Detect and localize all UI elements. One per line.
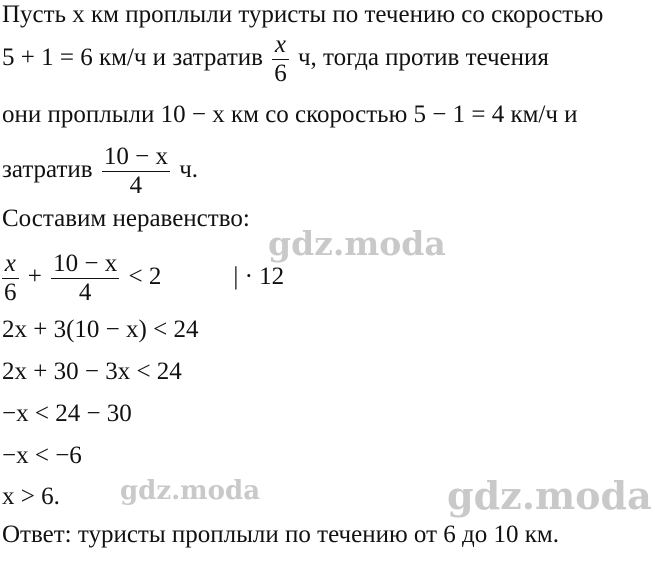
fraction-denominator: 6: [4, 279, 17, 306]
watermark: gdz.moda: [120, 476, 261, 506]
fraction-numerator: x: [2, 250, 19, 279]
fraction-denominator: 4: [78, 279, 92, 306]
fraction-10-minus-x-over-4: [51, 250, 119, 307]
text-line-1: Пусть x км проплыли туристы по течению со скоростью: [2, 1, 604, 28]
watermark: gdz.moda: [447, 473, 652, 518]
fraction-numerator: x: [272, 31, 289, 60]
text-line-2: [2, 31, 549, 88]
watermark: gdz.moda: [268, 224, 446, 263]
step-line-5: x > 6.: [2, 483, 60, 510]
plus-sign: +: [21, 263, 49, 291]
text-line-2-start: 5 + 1 = 6 км/ч и затратив: [2, 44, 270, 72]
text-line-4: [2, 143, 198, 200]
less-than-two: < 2: [122, 263, 162, 291]
inequality-line: [2, 250, 284, 307]
step-line-4: −x < −6: [2, 442, 82, 469]
text-line-2-end: ч, тогда против течения: [291, 44, 549, 72]
step-line-3: −x < 24 − 30: [2, 400, 132, 427]
fraction-numerator: 10 − x: [103, 143, 168, 170]
text-line-4-start: затратив: [2, 156, 99, 184]
answer-line: Ответ: туристы проплыли по течению от 6 до 10 км.: [2, 521, 559, 548]
step-line-2: 2x + 30 − 3x < 24: [2, 358, 182, 385]
fraction-x-over-6: [2, 250, 19, 307]
fraction-denominator: 4: [129, 172, 143, 199]
text-line-4-end: ч.: [172, 156, 199, 184]
fraction-denominator: 6: [274, 60, 287, 87]
fraction-x-over-6: [272, 31, 289, 88]
text-line-5: Составим неравенство:: [2, 205, 250, 232]
multiply-by-12: | · 12: [233, 263, 285, 291]
text-line-3: они проплыли 10 − x км со скоростью 5 − 1 = 4 км/ч и: [2, 101, 578, 128]
step-line-1: 2x + 3(10 − x) < 24: [2, 316, 199, 343]
fraction-numerator: 10 − x: [53, 250, 118, 277]
fraction-10-minus-x-over-4: [102, 143, 170, 200]
